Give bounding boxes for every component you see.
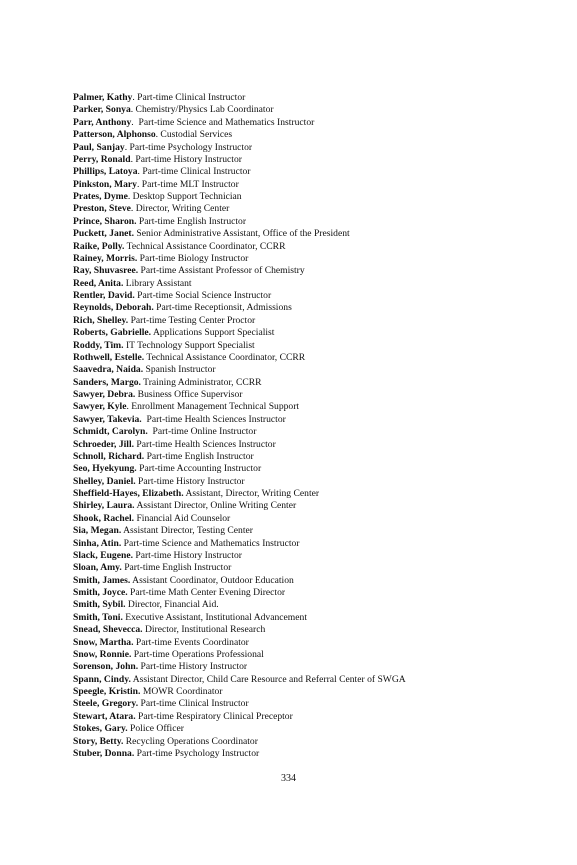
directory-entry	[73, 241, 406, 253]
staff-name: Perry, Ronald	[73, 153, 131, 165]
staff-title: Applications Support Specialist	[151, 327, 275, 339]
staff-title: Part-time Biology Instructor	[137, 252, 249, 264]
staff-title: Part-time History Instructor	[138, 661, 248, 673]
staff-title: Part-time Online Instructor	[147, 426, 257, 438]
staff-name: Sawyer, Debra.	[73, 389, 136, 400]
staff-name: Spann, Cindy.	[73, 673, 131, 685]
staff-name: Smith, James.	[73, 574, 131, 586]
staff-title: Part-time Respiratory Clinical Preceptor	[135, 710, 293, 722]
staff-title: Assistant, Director, Writing Center	[183, 488, 320, 499]
staff-directory-list	[73, 92, 406, 760]
staff-title: Part-time Events Coordinator	[133, 636, 249, 648]
directory-entry	[73, 117, 406, 129]
staff-title: Part-time MLT Instructor	[139, 178, 239, 190]
directory-entry	[73, 562, 406, 574]
directory-entry	[73, 550, 406, 562]
directory-entry	[73, 500, 406, 512]
name-separator: .	[130, 104, 134, 116]
directory-entry	[73, 216, 406, 228]
staff-title: Spanish Instructor	[143, 364, 216, 376]
directory-entry	[73, 612, 406, 624]
directory-entry	[73, 637, 406, 649]
staff-title: Director, Writing Center	[133, 203, 230, 215]
staff-name: Speegle, Kristin.	[73, 686, 141, 697]
staff-name: Raike, Polly.	[73, 240, 125, 252]
staff-title: Part-time Health Sciences Instructor	[134, 438, 276, 450]
staff-title: Part-time Clinical Instructor	[139, 166, 251, 178]
staff-name: Smith, Toni.	[73, 611, 123, 623]
staff-title: Part-time Accounting Instructor	[136, 463, 262, 475]
directory-entry	[73, 426, 406, 438]
staff-name: Sheffield-Hayes, Elizabeth.	[73, 488, 184, 499]
name-separator: .	[127, 191, 131, 202]
staff-name: Parr, Anthony	[73, 116, 132, 128]
directory-entry	[73, 587, 406, 599]
staff-title: Recycling Operations Coordinator	[123, 735, 258, 747]
staff-name: Paul, Sanjay	[73, 141, 125, 153]
directory-entry	[73, 599, 406, 611]
directory-entry	[73, 711, 406, 723]
staff-name: Rainey, Morris.	[73, 252, 138, 264]
staff-title: Custodial Services	[158, 129, 233, 141]
directory-entry	[73, 661, 406, 673]
name-separator: .	[130, 203, 134, 215]
directory-entry	[73, 327, 406, 339]
directory-entry	[73, 414, 406, 426]
staff-title: Chemistry/Physics Lab Coordinator	[133, 104, 274, 116]
staff-name: Sinha, Atin.	[73, 537, 122, 549]
staff-name: Preston, Steve	[73, 203, 131, 215]
directory-entry	[73, 513, 406, 525]
staff-name: Sanders, Margo.	[73, 376, 141, 388]
staff-name: Roberts, Gabrielle.	[73, 327, 152, 339]
staff-title: Director, Institutional Research	[142, 624, 266, 636]
staff-name: Rentler, David.	[73, 290, 135, 301]
staff-title: Part-time History Instructor	[132, 549, 242, 561]
name-separator: .	[124, 141, 128, 153]
staff-title: Financial Aid Counselor	[134, 512, 231, 524]
name-separator: .	[137, 166, 140, 178]
directory-entry	[73, 302, 406, 314]
staff-title: Assistant Director, Testing Center	[121, 525, 253, 537]
staff-name: Shelley, Daniel.	[73, 475, 136, 487]
staff-title: Senior Administrative Assistant, Office of the President	[134, 228, 350, 240]
staff-name: Schroeder, Jill.	[73, 438, 135, 450]
staff-name: Seo, Hyekyung.	[73, 463, 137, 475]
staff-name: Stokes, Gary.	[73, 723, 128, 735]
directory-entry	[73, 538, 406, 550]
name-separator: .	[136, 178, 140, 190]
staff-title: Part-time English Instructor	[144, 450, 254, 462]
staff-title: Part-time Receptionsit, Admissions	[153, 302, 292, 314]
staff-name: Schnoll, Richard.	[73, 450, 145, 462]
staff-title: Part-time Clinical Instructor	[138, 698, 249, 710]
staff-name: Ray, Shuvasree.	[73, 265, 139, 277]
staff-title: Part-time Operations Professional	[131, 648, 264, 660]
directory-entry	[73, 340, 406, 352]
directory-entry	[73, 253, 406, 265]
staff-name: Story, Betty.	[73, 735, 124, 747]
staff-title: Part-time Psychology Instructor	[134, 747, 260, 759]
staff-name: Parker, Sonya	[73, 104, 131, 116]
directory-entry	[73, 203, 406, 215]
directory-entry	[73, 92, 406, 104]
staff-title: Part-time Science and Mathematics Instructor	[121, 537, 300, 549]
staff-name: Smith, Sybil.	[73, 599, 126, 611]
staff-title: Part-time Clinical Instructor	[134, 92, 246, 103]
directory-entry	[73, 736, 406, 748]
staff-title: Assistant Coordinator, Outdoor Education	[130, 574, 294, 586]
staff-title: Part-time History Instructor	[132, 153, 242, 165]
staff-name: Prates, Dyme	[73, 191, 128, 202]
staff-name: Roddy, Tim.	[73, 339, 124, 351]
staff-name: Saavedra, Naida.	[73, 364, 144, 376]
directory-entry	[73, 352, 406, 364]
staff-title: Police Officer	[127, 723, 184, 735]
staff-title: Part-time Testing Center Proctor	[128, 314, 256, 326]
directory-entry	[73, 575, 406, 587]
staff-name: Palmer, Kathy	[73, 92, 133, 103]
staff-title: Technical Assistance Coordinator, CCRR	[124, 240, 286, 252]
staff-name: Prince, Sharon.	[73, 215, 137, 227]
staff-name: Rich, Shelley.	[73, 314, 129, 326]
directory-entry	[73, 686, 406, 698]
staff-name: Stewart, Atara.	[73, 710, 136, 722]
directory-entry	[73, 228, 406, 240]
directory-entry	[73, 488, 406, 500]
staff-name: Sia, Megan.	[73, 525, 122, 537]
staff-name: Slack, Eugene.	[73, 549, 133, 561]
staff-name: Reed, Anita.	[73, 277, 124, 289]
staff-name: Snead, Shevecca.	[73, 624, 143, 636]
staff-title: Executive Assistant, Institutional Advancement	[122, 611, 307, 623]
staff-title: Part-time Math Center Evening Director	[127, 587, 286, 598]
name-separator: .	[155, 129, 159, 141]
staff-name: Sorenson, John.	[73, 661, 139, 673]
staff-title: Part-time English Instructor	[121, 562, 232, 574]
staff-name: Puckett, Janet.	[73, 228, 135, 240]
directory-entry	[73, 265, 406, 277]
staff-title: Assistant Director, Online Writing Center	[134, 500, 297, 512]
directory-entry	[73, 191, 406, 203]
staff-name: Rothwell, Estelle.	[73, 351, 145, 363]
staff-title: Part-time Health Sciences Instructor	[141, 413, 286, 425]
directory-entry	[73, 439, 406, 451]
staff-title: Training Administrator, CCRR	[140, 376, 262, 388]
directory-entry	[73, 649, 406, 661]
staff-name: Snow, Martha.	[73, 636, 134, 648]
directory-entry	[73, 723, 406, 735]
name-separator: .	[126, 401, 129, 413]
directory-entry	[73, 166, 406, 178]
name-separator: .	[130, 153, 133, 165]
staff-name: Reynolds, Deborah.	[73, 302, 154, 314]
directory-entry	[73, 142, 406, 154]
directory-entry	[73, 179, 406, 191]
directory-entry	[73, 463, 406, 475]
staff-title: Business Office Supervisor	[135, 389, 243, 400]
directory-entry	[73, 451, 406, 463]
directory-entry	[73, 315, 406, 327]
staff-title: Director, Financial Aid.	[125, 599, 219, 611]
staff-title: Technical Assistance Coordinator, CCRR	[144, 351, 306, 363]
staff-name: Stuber, Donna.	[73, 747, 135, 759]
staff-title: Assistant Director, Child Care Resource and Referral Center of SWGA	[130, 673, 406, 685]
staff-name: Shirley, Laura.	[73, 500, 135, 512]
directory-entry	[73, 389, 406, 401]
staff-name: Phillips, Latoya	[73, 166, 138, 178]
staff-title: Part-time Social Science Instructor	[134, 290, 272, 301]
directory-entry	[73, 748, 406, 760]
staff-title: Desktop Support Technician	[130, 191, 242, 202]
staff-title: MOWR Coordinator	[140, 686, 223, 697]
name-separator: .	[132, 92, 135, 103]
staff-name: Schmidt, Carolyn.	[73, 426, 148, 438]
staff-name: Steele, Gregory.	[73, 698, 139, 710]
staff-title: IT Technology Support Specialist	[123, 339, 255, 351]
staff-title: Enrollment Management Technical Support	[128, 401, 300, 413]
staff-name: Sawyer, Kyle	[73, 401, 127, 413]
staff-name: Snow, Ronnie.	[73, 648, 132, 660]
directory-entry	[73, 401, 406, 413]
directory-entry	[73, 525, 406, 537]
directory-entry	[73, 377, 406, 389]
name-separator: .	[131, 116, 134, 128]
staff-title: Part-time History Instructor	[135, 475, 245, 487]
staff-name: Pinkston, Mary	[73, 178, 137, 190]
directory-entry	[73, 278, 406, 290]
directory-entry	[73, 129, 406, 141]
staff-title: Part-time English Instructor	[136, 215, 247, 227]
directory-entry	[73, 154, 406, 166]
staff-name: Shook, Rachel.	[73, 512, 135, 524]
page-number: 334	[281, 773, 296, 784]
directory-entry	[73, 674, 406, 686]
directory-entry	[73, 104, 406, 116]
directory-entry	[73, 290, 406, 302]
staff-title: Library Assistant	[123, 277, 192, 289]
staff-title: Part-time Psychology Instructor	[127, 141, 253, 153]
staff-title: Part-time Science and Mathematics Instructor	[133, 116, 315, 128]
staff-name: Smith, Joyce.	[73, 587, 128, 598]
directory-entry	[73, 624, 406, 636]
staff-name: Patterson, Alphonso	[73, 129, 156, 141]
staff-title: Part-time Assistant Professor of Chemistry	[138, 265, 305, 277]
directory-entry	[73, 364, 406, 376]
directory-entry	[73, 476, 406, 488]
staff-name: Sawyer, Takevia.	[73, 413, 142, 425]
directory-entry	[73, 698, 406, 710]
staff-name: Sloan, Amy.	[73, 562, 122, 574]
